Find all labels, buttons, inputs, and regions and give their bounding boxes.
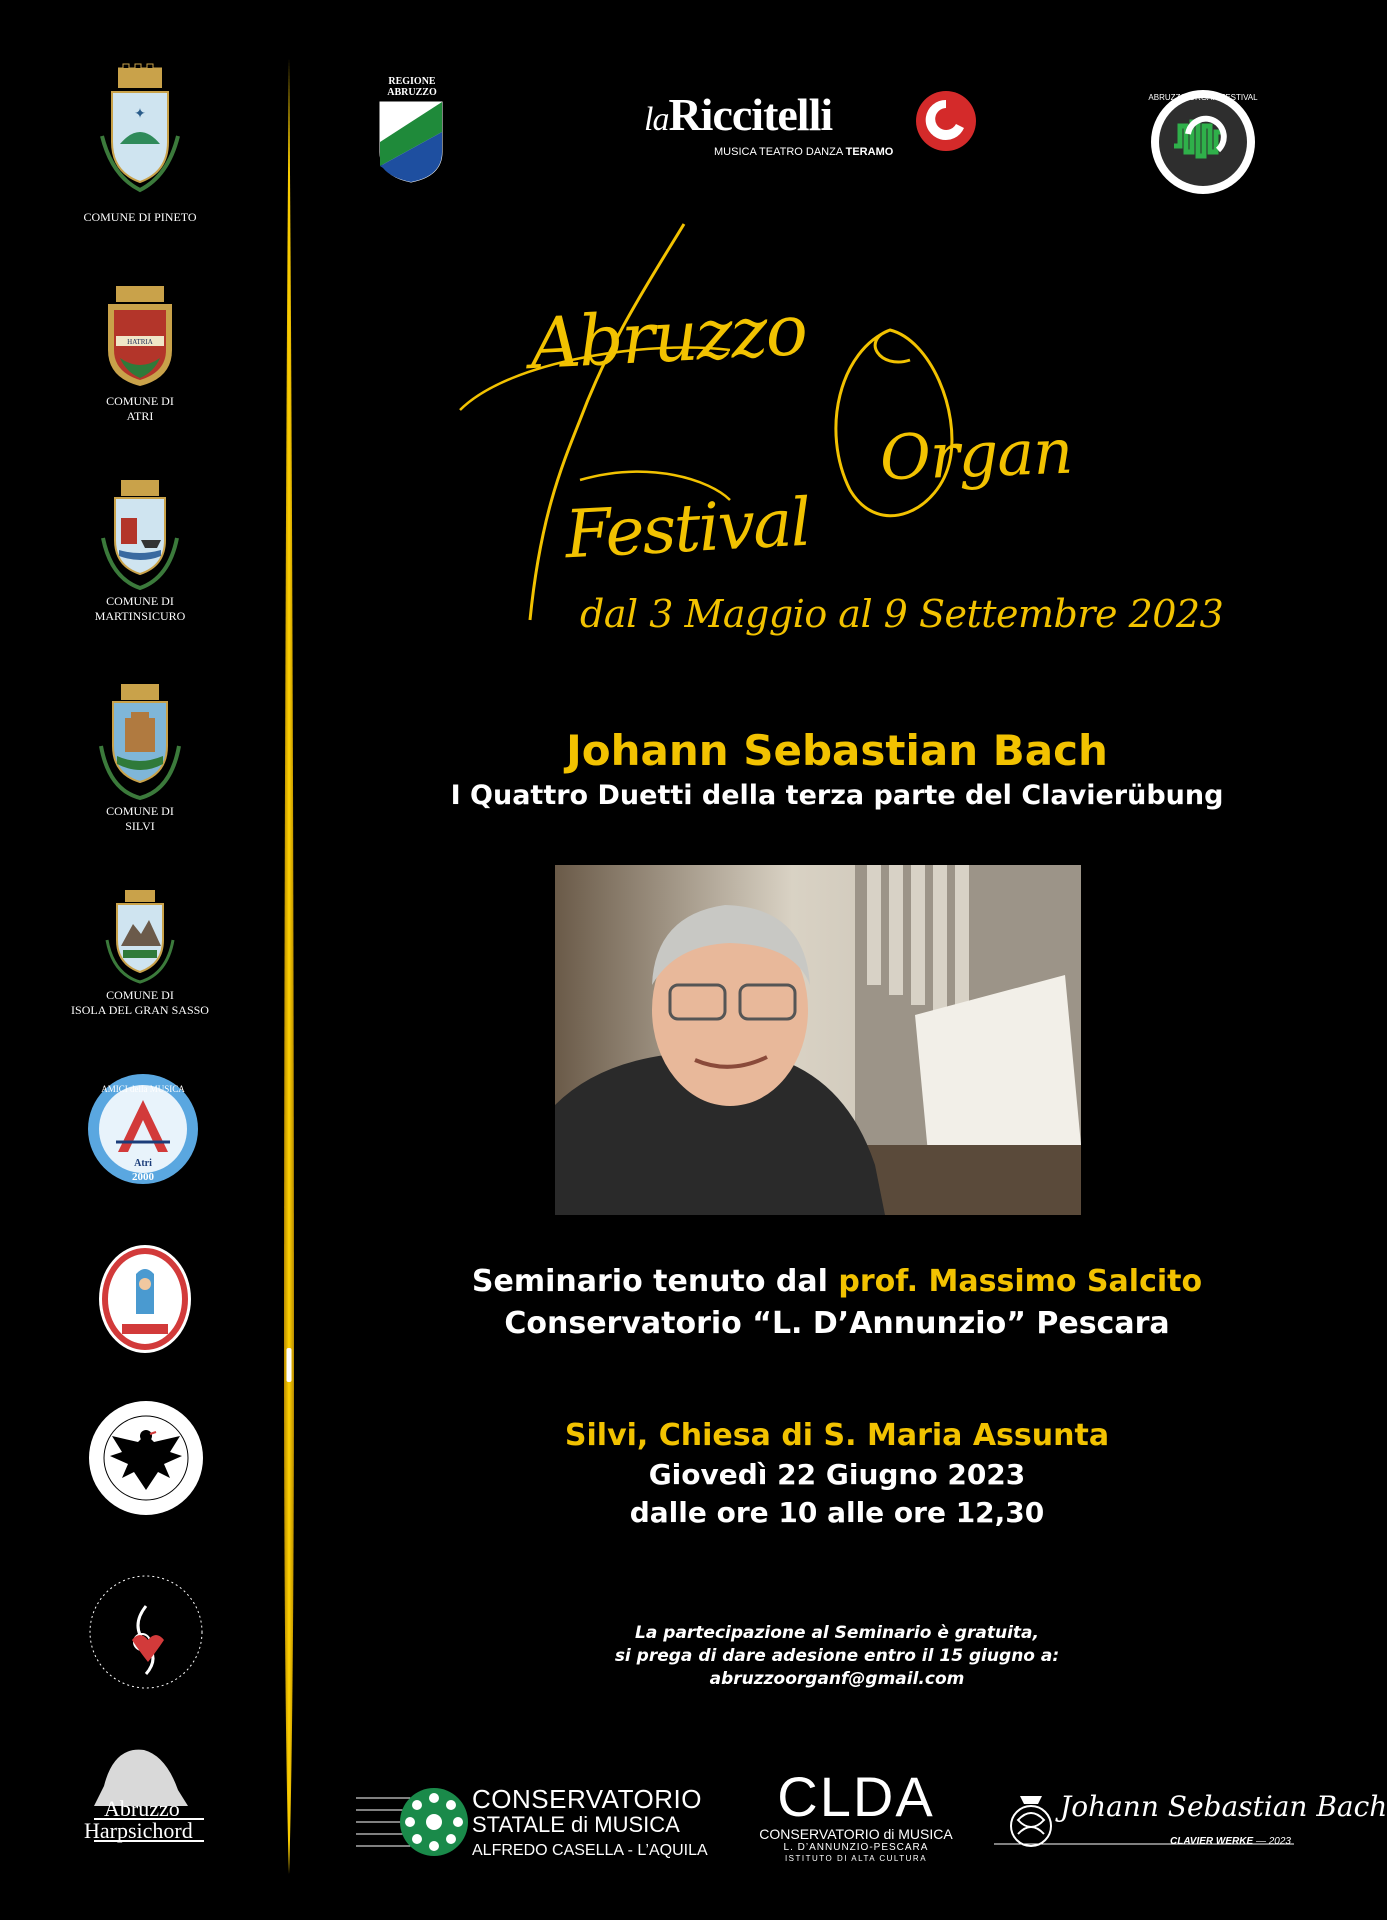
amici-musica-badge-icon [86, 1072, 200, 1186]
svg-text:2000: 2000 [132, 1171, 154, 1183]
svg-text:Atri: Atri [134, 1158, 152, 1169]
svg-text:la: la [942, 115, 953, 130]
conservatorio-laquila-text [472, 1786, 708, 1864]
seminar-prefix: Seminario tenuto dal [471, 1264, 828, 1299]
clda-line-1: CONSERVATORIO di MUSICA [759, 1826, 953, 1842]
clda-logo [756, 1765, 956, 1864]
note-line-1: La partecipazione al Seminario è gratuita, [635, 1623, 1039, 1643]
clavier-name: CLAVIER WERKE [1170, 1836, 1254, 1847]
clavier-werke-label [1170, 1836, 1291, 1847]
crest-label-isola: COMUNE DI ISOLA DEL GRAN SASSO [71, 988, 209, 1017]
abruzzo-harpsichord-logo-icon [74, 1736, 218, 1856]
svg-text:HATRIA: HATRIA [127, 338, 153, 346]
speaker-photo [555, 865, 1081, 1215]
seminar-person: prof. Massimo Salcito [838, 1264, 1203, 1299]
atri-crest-icon [98, 284, 182, 390]
crest-isola [70, 888, 210, 1018]
riccitelli-emblem-icon [912, 88, 980, 154]
institution-line: Conservatorio “L. D’Annunzio” Pescara [504, 1306, 1170, 1341]
riccitelli-sub: MUSICA TEATRO DANZA [714, 146, 843, 158]
riccitelli-la: la [644, 101, 669, 138]
contact-email[interactable]: abruzzoorganf@gmail.com [709, 1669, 965, 1689]
isola-crest-icon [103, 888, 177, 984]
abruzzo-organ-festival-badge-icon [1144, 84, 1262, 196]
festival-dates: dal 3 Maggio al 9 Settembre 2023 [580, 592, 1224, 636]
title-organ: Organ [878, 414, 1074, 495]
riccitelli-city: TERAMO [845, 146, 894, 158]
gold-needle-divider [276, 58, 302, 1874]
riccitelli-name: Riccitelli [668, 89, 833, 140]
work-subtitle: I Quattro Duetti della terza parte del Clavierübung [450, 780, 1224, 811]
martinsicuro-crest-icon [95, 478, 185, 590]
crest-pineto [70, 66, 210, 225]
svg-text:ABRUZZO ORGAN FESTIVAL: ABRUZZO ORGAN FESTIVAL [1148, 93, 1258, 102]
clda-line-3: ISTITUTO DI ALTA CULTURA [784, 1854, 928, 1863]
note-line-2: si prega di dare adesione entro il 15 giugno a: [614, 1646, 1060, 1666]
event-date: Giovedì 22 Giugno 2023 [648, 1458, 1026, 1491]
crest-silvi [70, 682, 210, 834]
conserv-line-1: CONSERVATORIO [472, 1784, 702, 1814]
event-time: dalle ore 10 alle ore 12,30 [629, 1496, 1045, 1529]
crest-label-atri: COMUNE DI ATRI [106, 394, 174, 423]
svg-text:✦: ✦ [134, 106, 146, 122]
event-place: Silvi, Chiesa di S. Maria Assunta [564, 1418, 1110, 1453]
crest-label-silvi: COMUNE DI SILVI [106, 804, 174, 833]
conservatorio-laquila-emblem-icon [356, 1784, 472, 1860]
crest-label-pineto: COMUNE DI PINETO [83, 210, 197, 224]
conserv-line-2: STATALE di MUSICA [472, 1812, 680, 1837]
silvi-crest-icon [95, 682, 185, 800]
clda-big: CLDA [777, 1765, 935, 1828]
conserv-line-3: ALFREDO CASELLA - L’AQUILA [472, 1842, 708, 1859]
crest-martinsicuro [70, 478, 210, 624]
corale-polifonica-badge-icon [86, 1572, 206, 1692]
bach-signature: Johann Sebastian Bach [1060, 1790, 1387, 1823]
composer-heading: Johann Sebastian Bach [566, 726, 1108, 775]
clavier-year: — 2023 [1255, 1836, 1291, 1847]
title-flourish [430, 220, 850, 640]
regione-abruzzo-label: REGIONE ABRUZZO [387, 76, 437, 98]
svg-text:Abruzzo: Abruzzo [104, 1796, 180, 1821]
caffe-letterario-eagle-icon [88, 1400, 204, 1516]
svg-text:Harpsichord: Harpsichord [84, 1818, 193, 1843]
title-festival: Festival [563, 483, 812, 574]
crest-label-martinsicuro: COMUNE DI MARTINSICURO [94, 594, 186, 623]
pineto-crest-icon [94, 66, 186, 206]
crest-atri [70, 284, 210, 424]
clda-line-2: L. D’ANNUNZIO-PESCARA [783, 1842, 929, 1853]
seminar-line [330, 1264, 1344, 1299]
regione-abruzzo-shield-icon [378, 100, 444, 184]
svg-text:AMICI della MUSICA: AMICI della MUSICA [101, 1084, 185, 1094]
santuario-badge-icon [98, 1244, 192, 1354]
title-abruzzo: Abruzzo [528, 288, 808, 386]
